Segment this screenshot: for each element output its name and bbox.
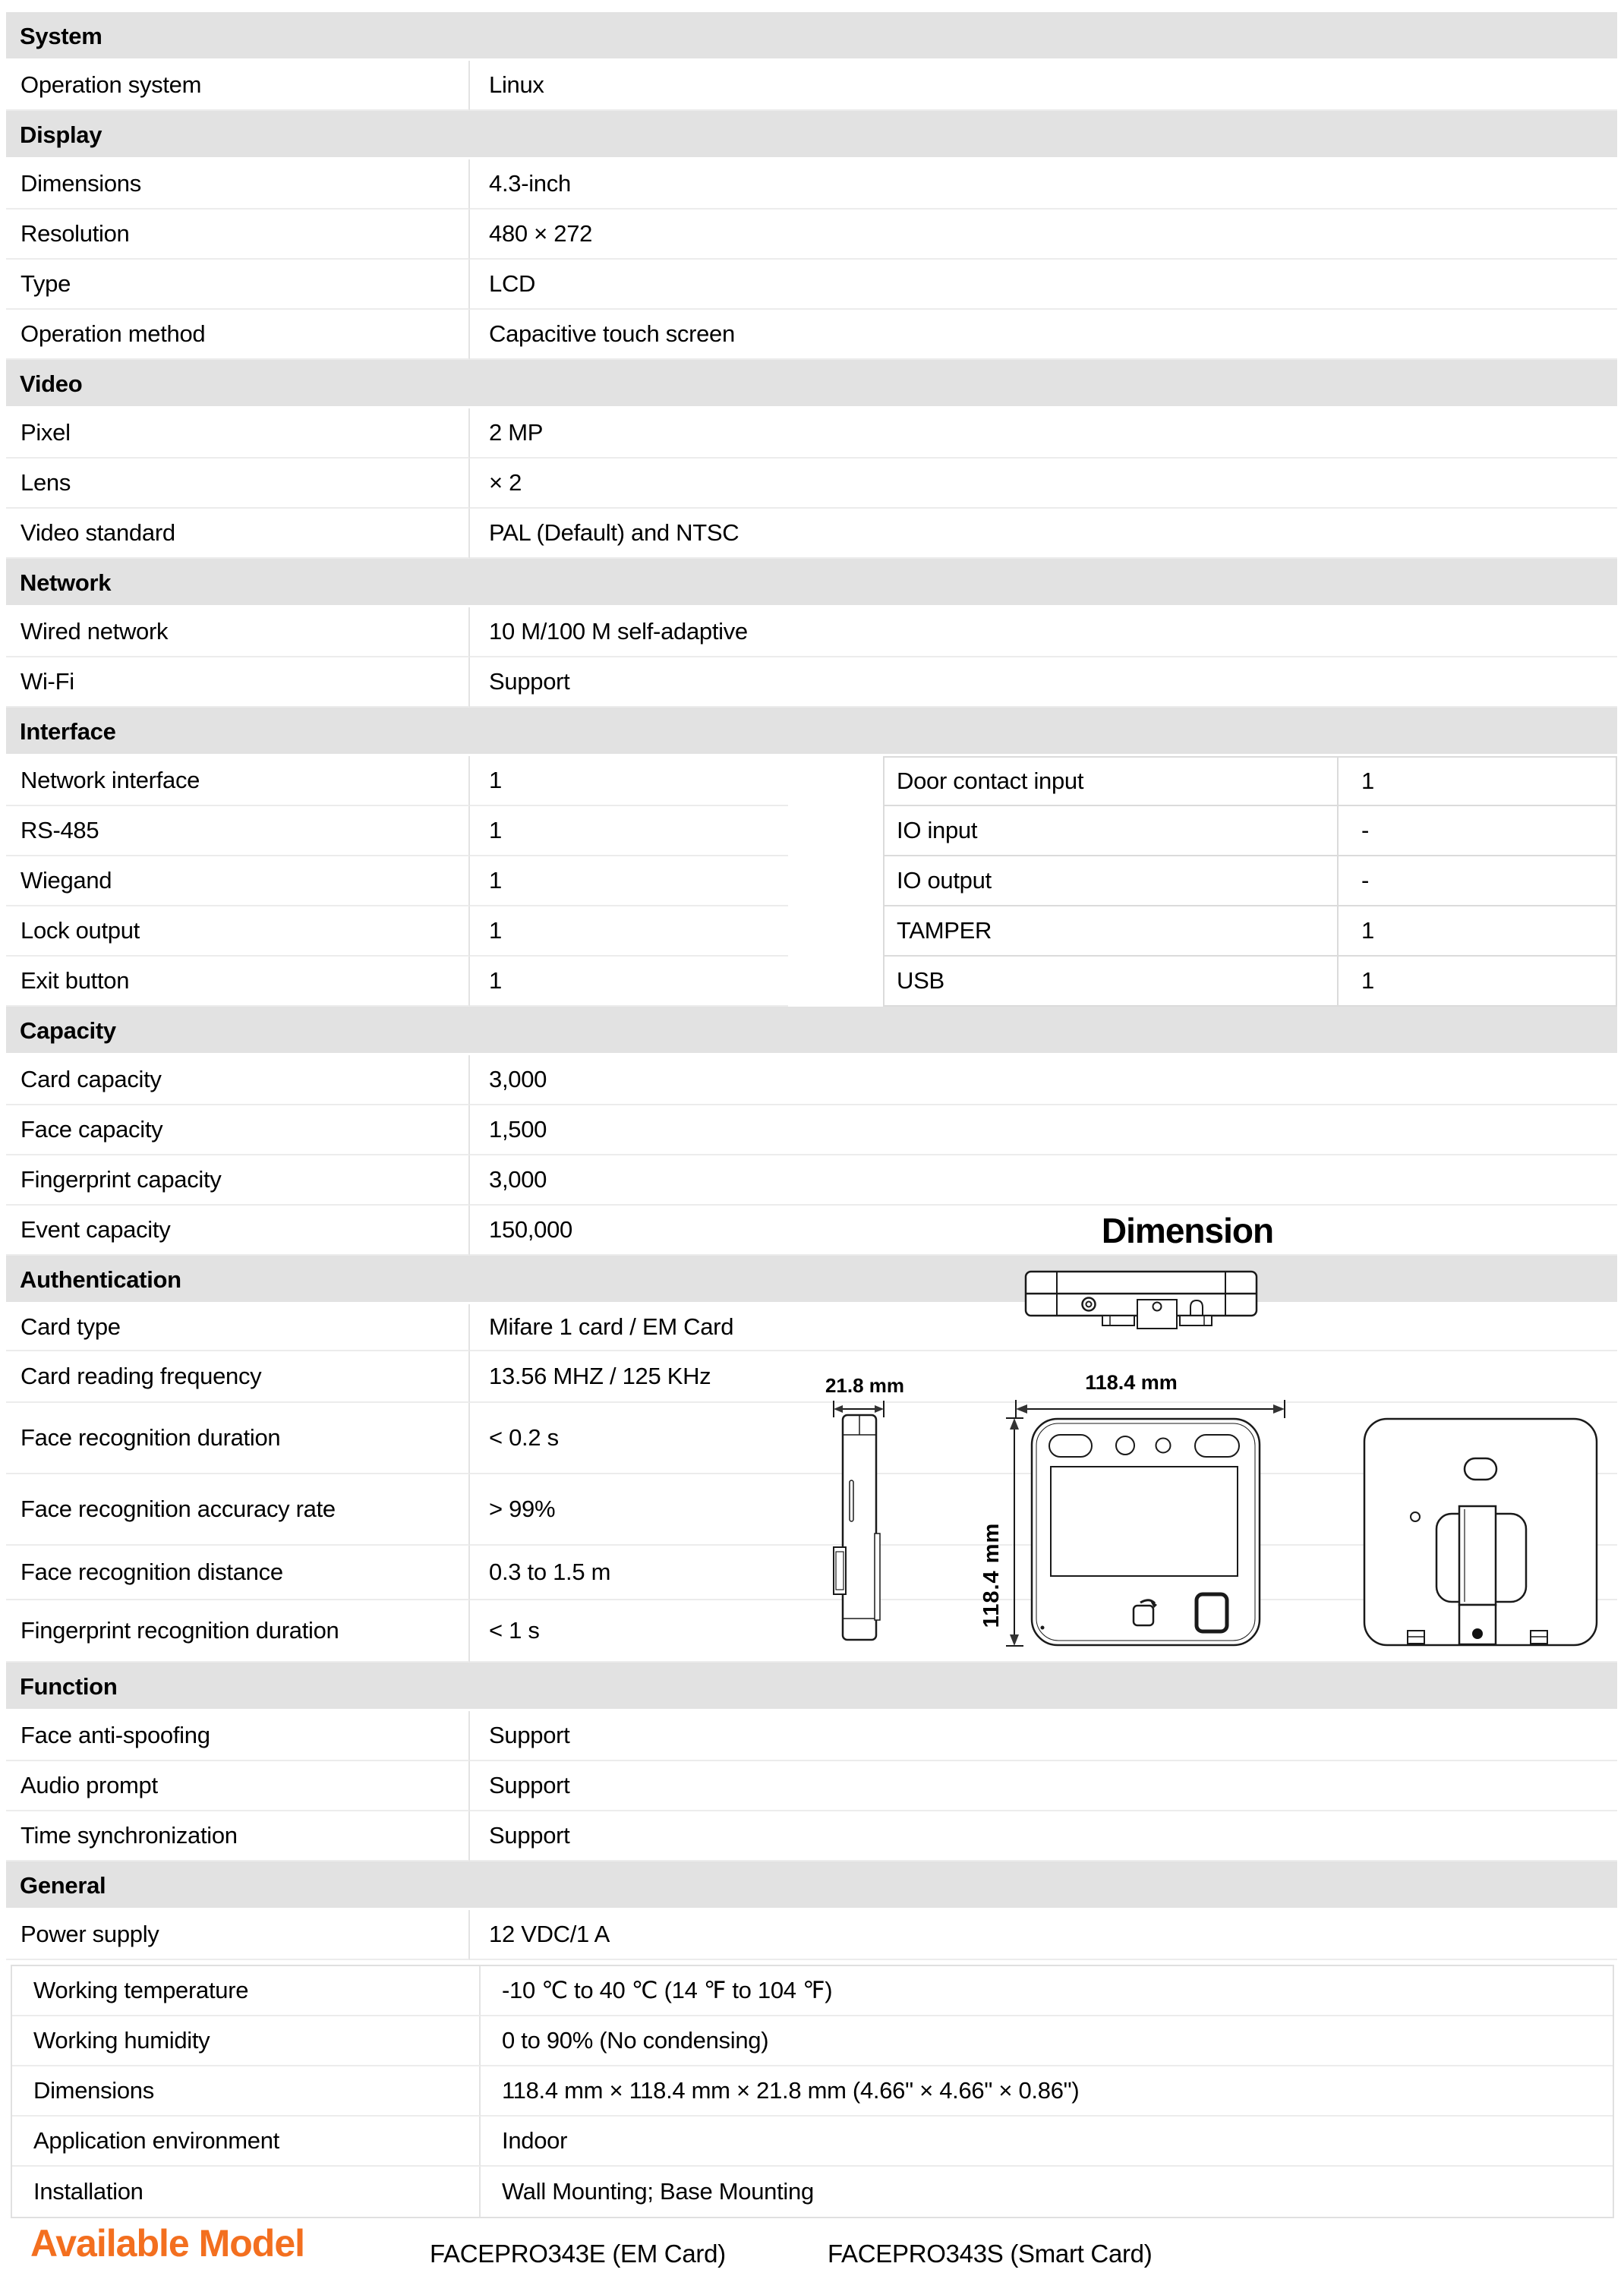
device-side-view-icon [832,1414,887,1647]
spec-value: 1 [1339,756,1617,806]
section-header-network: Network [6,559,1617,607]
spec-row [6,957,1617,1007]
section-video [6,360,1617,559]
spec-value: > 99% [470,1474,1617,1546]
section-display [6,111,1617,360]
spec-value: 1,500 [470,1105,1617,1155]
spec-value: 1 [1339,906,1617,957]
spec-value: 4.3-inch [470,159,1617,210]
spec-value: 1 [1339,957,1617,1007]
spec-row [12,2117,1613,2167]
spec-row [6,1055,1617,1105]
spec-label: Time synchronization [6,1811,470,1861]
spec-row [6,159,1617,210]
spec-row [6,657,1617,708]
spec-row [6,1811,1617,1861]
spec-value: 1 [470,906,788,957]
spec-value: 0.3 to 1.5 m [470,1546,1617,1600]
spec-row [12,2016,1613,2066]
spec-value: 480 × 272 [470,210,1617,260]
spec-label: Installation [12,2167,481,2217]
spec-row [6,509,1617,559]
section-capacity [6,1007,1617,1256]
spec-value: LCD [470,260,1617,310]
spec-row [6,408,1617,459]
spec-label: Wiegand [6,856,470,906]
section-header-function: Function [6,1663,1617,1711]
model-name: FACEPRO343S (Smart Card) [828,2240,1153,2268]
spec-value: 1 [470,756,788,806]
spec-label: USB [883,957,1339,1007]
spec-label: Type [6,260,470,310]
spec-label: Fingerprint recognition duration [6,1600,470,1663]
device-top-view-icon [1023,1269,1259,1333]
spacer [788,856,883,906]
spec-table [6,12,1617,2218]
spec-value: 13.56 MHZ / 125 KHz [470,1351,1617,1403]
spec-label: TAMPER [883,906,1339,957]
spec-value: < 0.2 s [470,1403,1617,1474]
device-front-view-icon [1030,1417,1262,1647]
spec-value: Support [470,1711,1617,1761]
spec-row [6,210,1617,260]
spec-label: Event capacity [6,1206,470,1256]
spacer [788,906,883,957]
general-sub-table [11,1965,1614,2218]
spec-value: 2 MP [470,408,1617,459]
spec-value: 150,000 [470,1206,1617,1256]
spec-value: < 1 s [470,1600,1617,1663]
spec-label: Face recognition accuracy rate [6,1474,470,1546]
spec-value: 10 M/100 M self-adaptive [470,607,1617,657]
spec-value: Support [470,1761,1617,1811]
spacer [788,957,883,1007]
spec-label: Power supply [6,1910,470,1960]
spec-label: Video standard [6,509,470,559]
spec-value: 118.4 mm × 118.4 mm × 21.8 mm (4.66" × 4.66" × 0.86") [481,2066,1613,2117]
spec-label: Application environment [12,2117,481,2167]
spec-row [6,1351,1617,1403]
spec-value: - [1339,856,1617,906]
spec-label: RS-485 [6,806,470,856]
spec-row [12,2066,1613,2117]
spec-row [6,1206,1617,1256]
section-network [6,559,1617,708]
spec-row [6,756,1617,806]
spec-value: -10 ℃ to 40 ℃ (14 ℉ to 104 ℉) [481,1966,1613,2016]
spec-label: Pixel [6,408,470,459]
spec-value: 1 [470,957,788,1007]
spec-label: Working temperature [12,1966,481,2016]
spec-label: Wi-Fi [6,657,470,708]
height-dimension-label: 118.4 mm [979,1522,1004,1628]
model-name: FACEPRO343E (EM Card) [430,2240,726,2268]
spec-label: Face anti-spoofing [6,1711,470,1761]
section-header-video: Video [6,360,1617,408]
spec-label: Dimensions [12,2066,481,2117]
spec-row [6,806,1617,856]
spec-label: Card type [6,1304,470,1351]
spec-row [6,906,1617,957]
section-header-authentication: Authentication [6,1256,1617,1304]
spec-row [12,1966,1613,2016]
spec-value: 1 [470,856,788,906]
spec-row [12,2167,1613,2217]
spec-value: 3,000 [470,1055,1617,1105]
spec-value: Mifare 1 card / EM Card [470,1304,1617,1351]
spec-row [6,1304,1617,1351]
spec-value: 0 to 90% (No condensing) [481,2016,1613,2066]
spec-label: Face recognition distance [6,1546,470,1600]
width-dimension-label: 118.4 mm [1085,1371,1178,1394]
section-header-system: System [6,12,1617,61]
spec-label: IO input [883,806,1339,856]
spec-label: IO output [883,856,1339,906]
spec-label: Lens [6,459,470,509]
section-interface [6,708,1617,1007]
spec-label: Door contact input [883,756,1339,806]
spec-label: Operation method [6,310,470,360]
available-model-label: Available Model [30,2222,305,2265]
spec-value: Wall Mounting; Base Mounting [502,2178,814,2205]
section-system [6,12,1617,111]
section-header-interface: Interface [6,708,1617,756]
device-back-view-icon [1362,1417,1599,1647]
section-header-capacity: Capacity [6,1007,1617,1055]
spacer [788,806,883,856]
spec-value: Linux [470,61,1617,111]
spec-value: 1 [470,806,788,856]
spec-row [6,1910,1617,1960]
depth-dimension-label: 21.8 mm [825,1374,905,1397]
spec-row [6,61,1617,111]
spec-label: Lock output [6,906,470,957]
spec-row [6,1155,1617,1206]
spec-value: 12 VDC/1 A [470,1910,1617,1960]
spec-row [6,607,1617,657]
spec-row [6,260,1617,310]
spec-value: Support [470,1811,1617,1861]
spec-label: Face capacity [6,1105,470,1155]
section-function [6,1663,1617,1861]
spec-value: PAL (Default) and NTSC [470,509,1617,559]
section-general [6,1861,1617,2218]
spec-label: Card capacity [6,1055,470,1105]
spec-label: Audio prompt [6,1761,470,1811]
spec-label: Fingerprint capacity [6,1155,470,1206]
spec-row [6,459,1617,509]
spec-row [6,856,1617,906]
spec-value: 3,000 [470,1155,1617,1206]
spec-value: Support [470,657,1617,708]
spec-row [6,1711,1617,1761]
spec-label: Dimensions [6,159,470,210]
spec-value: Capacitive touch screen [470,310,1617,360]
spec-label: Resolution [6,210,470,260]
spec-label: Wired network [6,607,470,657]
spec-row [6,1761,1617,1811]
spec-label: Face recognition duration [6,1403,470,1474]
spec-label: Working humidity [12,2016,481,2066]
spec-value: × 2 [470,459,1617,509]
dimension-title: Dimension [1101,1211,1274,1250]
spec-label: Exit button [6,957,470,1007]
section-header-general: General [6,1861,1617,1910]
section-header-display: Display [6,111,1617,159]
spacer [788,756,883,806]
spec-label: Card reading frequency [6,1351,470,1403]
spec-label: Network interface [6,756,470,806]
spec-label: Operation system [6,61,470,111]
spec-row [6,1105,1617,1155]
spec-value: Indoor [481,2117,1613,2167]
spec-value: - [1339,806,1617,856]
spec-row [6,310,1617,360]
